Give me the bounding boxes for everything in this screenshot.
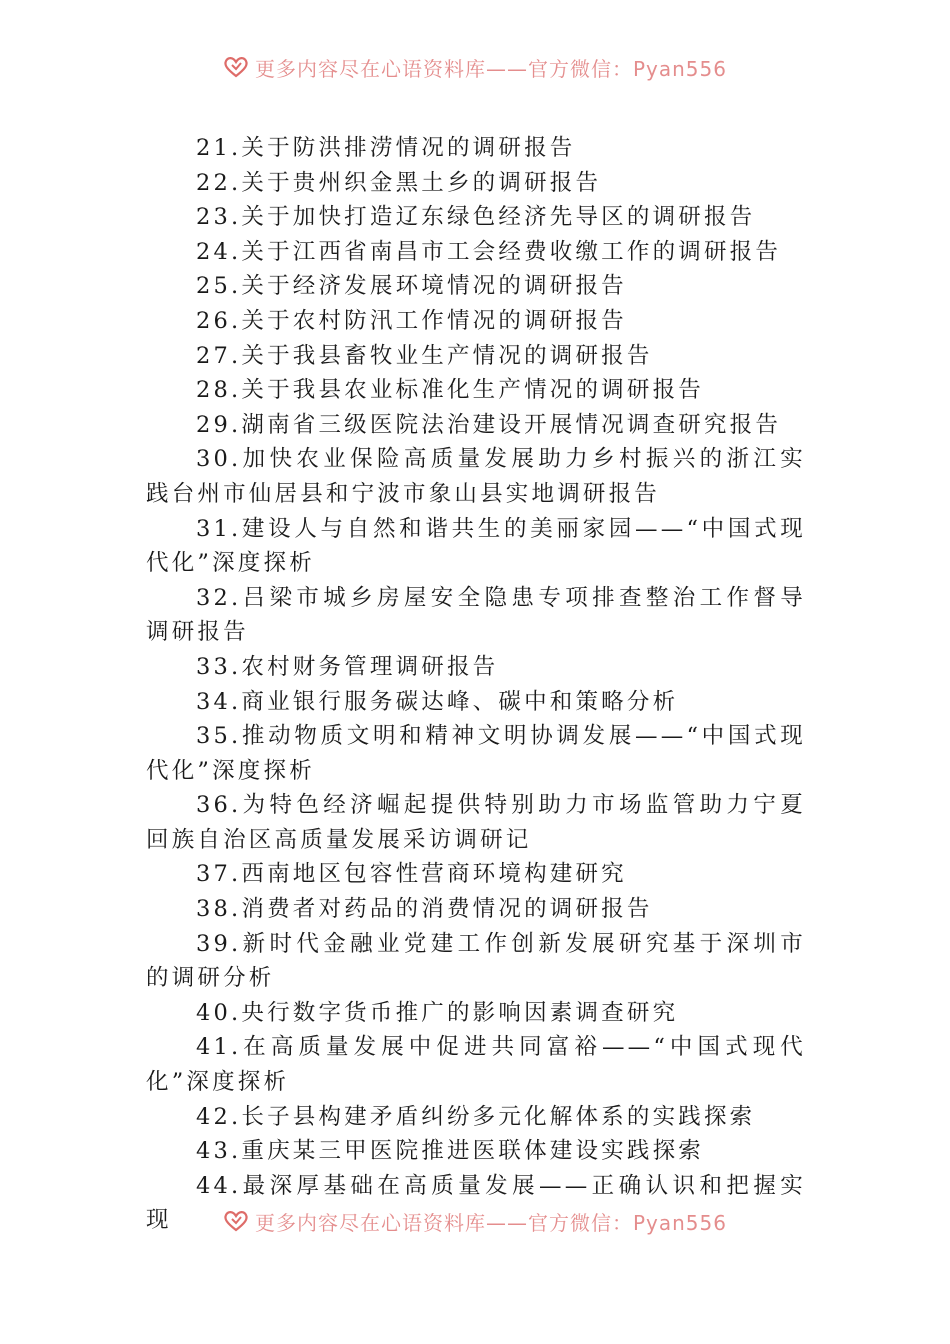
list-item: 33.农村财务管理调研报告 bbox=[196, 653, 499, 680]
list-item: 29.湖南省三级医院法治建设开展情况调查研究报告 bbox=[196, 411, 782, 438]
list-item: 31.建设人与自然和谐共生的美丽家园——“中国式现代化”深度探析 bbox=[146, 515, 806, 577]
list-item: 28.关于我县农业标准化生产情况的调研报告 bbox=[196, 377, 704, 404]
list-item: 32.吕梁市城乡房屋安全隐患专项排查整治工作督导调研报告 bbox=[146, 584, 806, 646]
list-item: 40.央行数字货币推广的影响因素调查研究 bbox=[196, 999, 679, 1026]
list-item: 43.重庆某三甲医院推进医联体建设实践探索 bbox=[196, 1138, 704, 1165]
list-item: 27.关于我县畜牧业生产情况的调研报告 bbox=[196, 342, 653, 369]
list-item: 22.关于贵州织金黑土乡的调研报告 bbox=[196, 169, 602, 196]
watermark-header bbox=[0, 50, 950, 84]
list-item: 35.推动物质文明和精神文明协调发展——“中国式现代化”深度探析 bbox=[146, 723, 806, 784]
list-item: 24.关于江西省南昌市工会经费收缴工作的调研报告 bbox=[196, 238, 782, 265]
document-body bbox=[146, 131, 806, 1238]
list-item: 42.长子县构建矛盾纠纷多元化解体系的实践探索 bbox=[196, 1103, 756, 1130]
list-item: 25.关于经济发展环境情况的调研报告 bbox=[196, 273, 627, 300]
list-item: 37.西南地区包容性营商环境构建研究 bbox=[196, 861, 627, 888]
list-item: 38.消费者对药品的消费情况的调研报告 bbox=[196, 896, 653, 923]
list-item: 36.为特色经济崛起提供特别助力市场监管助力宁夏回族自治区高质量发展采访调研记 bbox=[146, 792, 806, 853]
list-item: 26.关于农村防汛工作情况的调研报告 bbox=[196, 307, 627, 334]
watermark-footer bbox=[0, 1204, 950, 1238]
watermark-text: 更多内容尽在心语资料库——官方微信：Pyan556 bbox=[254, 1210, 727, 1235]
heart-logo-icon bbox=[223, 56, 249, 78]
list-item: 44.最深厚基础在高质量发展——正确认识和把握实现 bbox=[146, 1172, 806, 1234]
list-item: 39.新时代金融业党建工作创新发展研究基于深圳市的调研分析 bbox=[146, 930, 806, 992]
watermark-text: 更多内容尽在心语资料库——官方微信：Pyan556 bbox=[254, 56, 727, 81]
list-item: 41.在高质量发展中促进共同富裕——“中国式现代化”深度探析 bbox=[146, 1034, 806, 1096]
list-item: 30.加快农业保险高质量发展助力乡村振兴的浙江实践台州市仙居县和宁波市象山县实地调研报告 bbox=[146, 446, 806, 507]
list-item: 34.商业银行服务碳达峰、碳中和策略分析 bbox=[196, 688, 679, 715]
heart-logo-icon bbox=[223, 1210, 249, 1232]
list-item: 21.关于防洪排涝情况的调研报告 bbox=[196, 135, 576, 161]
list-item: 23.关于加快打造辽东绿色经济先导区的调研报告 bbox=[196, 204, 756, 231]
